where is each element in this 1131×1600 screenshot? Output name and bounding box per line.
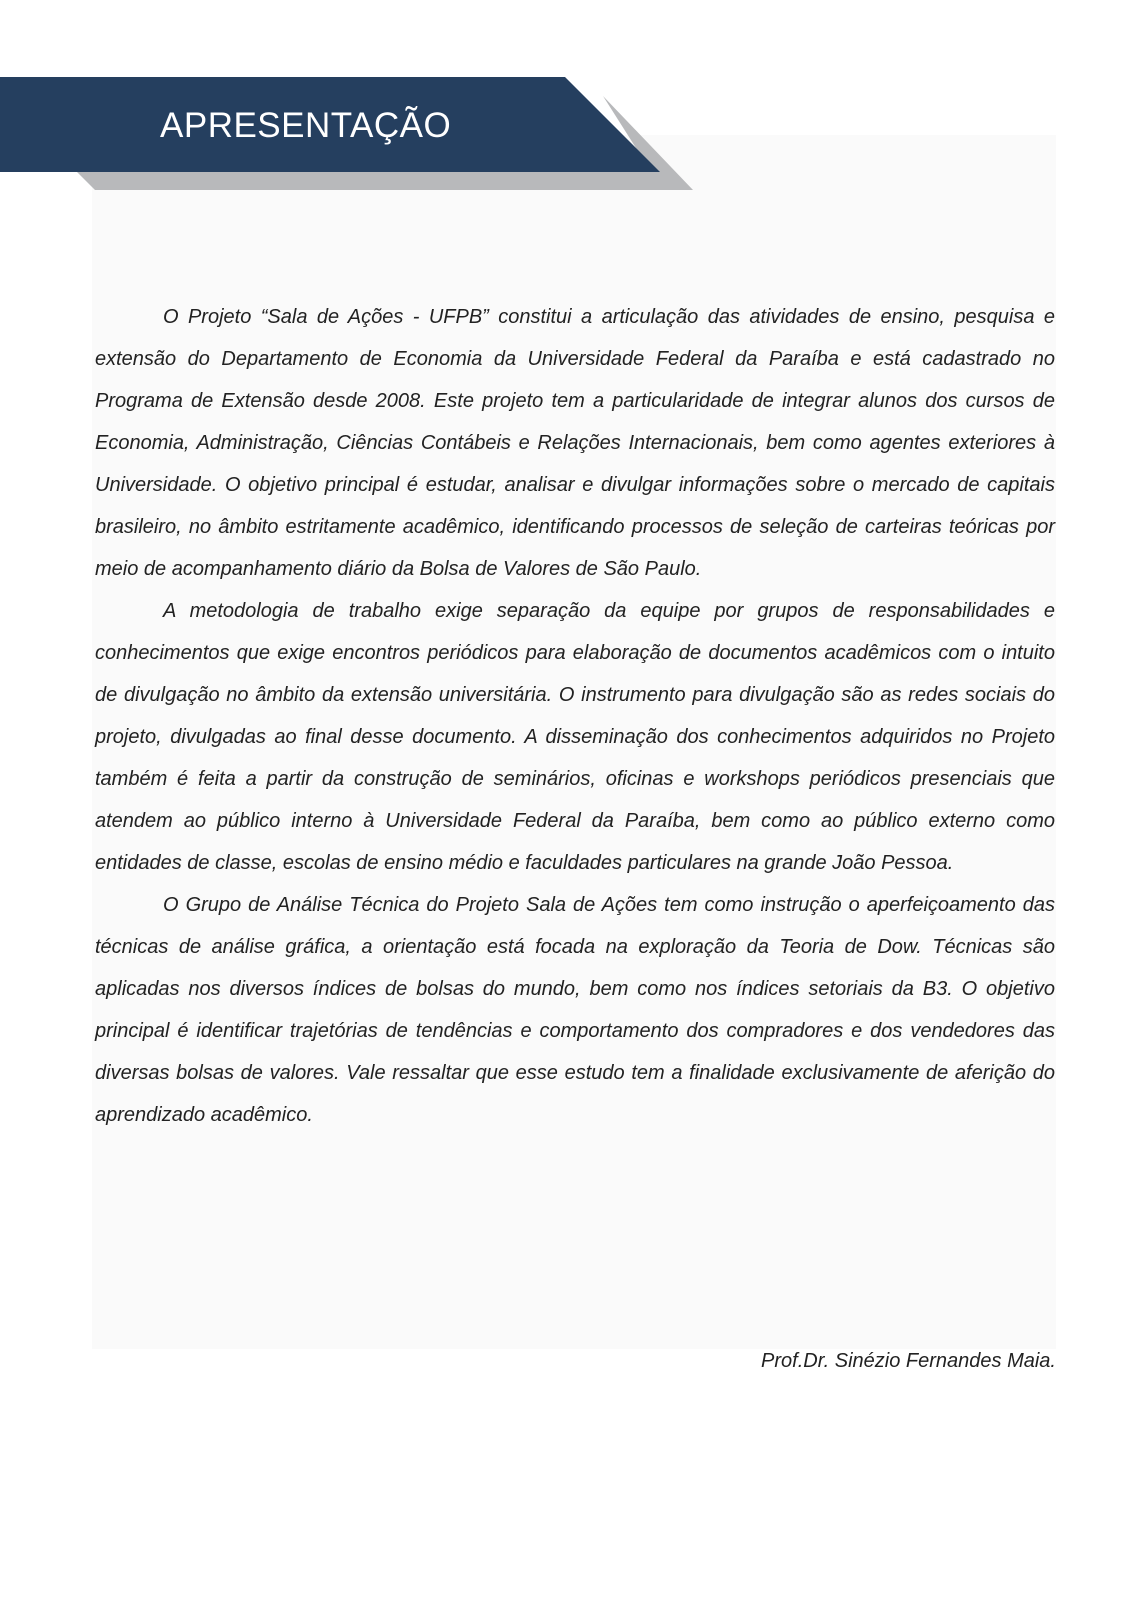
banner-shape [0, 0, 1131, 200]
page-title: APRESENTAÇÃO [160, 106, 452, 145]
paragraph-technical-analysis: O Grupo de Análise Técnica do Projeto Sala de Ações tem como instrução o aperfeiçoamento das técnicas de análise gráfica, a orientação está focada na exploração da Teoria de Dow. Técnicas são aplicadas nos diversos índices de bolsas do mundo, bem como nos índices setoriais da B3. O objetivo principal é identificar trajetórias de tendências e comportamento dos compradores e dos vendedores das diversas bolsas de valores. Vale ressaltar que esse estudo tem a finalidade exclusivamente de aferição do aprendizado acadêmico. [95, 894, 1055, 1126]
paragraph-intro: O Projeto “Sala de Ações - UFPB” constitui a articulação das atividades de ensino, pesquisa e extensão do Departamento de Economia da Universidade Federal da Paraíba e está cadastrado no Programa de Extensão desde 2008. Este projeto tem a particularidade de integrar alunos dos cursos de Economia, Administração, Ciências Contábeis e Relações Internacionais, bem como agentes exteriores à Universidade. O objetivo principal é estudar, analisar e divulgar informações sobre o mercado de capitais brasileiro, no âmbito estritamente acadêmico, identificando processos de seleção de carteiras teóricas por meio de acompanhamento diário da Bolsa de Valores de São Paulo. [95, 306, 1055, 580]
title-banner [0, 0, 1131, 200]
body-text [95, 296, 1055, 1136]
author-signature: Prof.Dr. Sinézio Fernandes Maia. [761, 1350, 1056, 1372]
paragraph-methodology: A metodologia de trabalho exige separação da equipe por grupos de responsabilidades e conhecimentos que exige encontros periódicos para elaboração de documentos acadêmicos com o intuito de divulgação no âmbito da extensão universitária. O instrumento para divulgação são as redes sociais do projeto, divulgadas ao final desse documento. A disseminação dos conhecimentos adquiridos no Projeto também é feita a partir da construção de seminários, oficinas e workshops periódicos presenciais que atendem ao público interno à Universidade Federal da Paraíba, bem como ao público externo como entidades de classe, escolas de ensino médio e faculdades particulares na grande João Pessoa. [95, 600, 1055, 874]
